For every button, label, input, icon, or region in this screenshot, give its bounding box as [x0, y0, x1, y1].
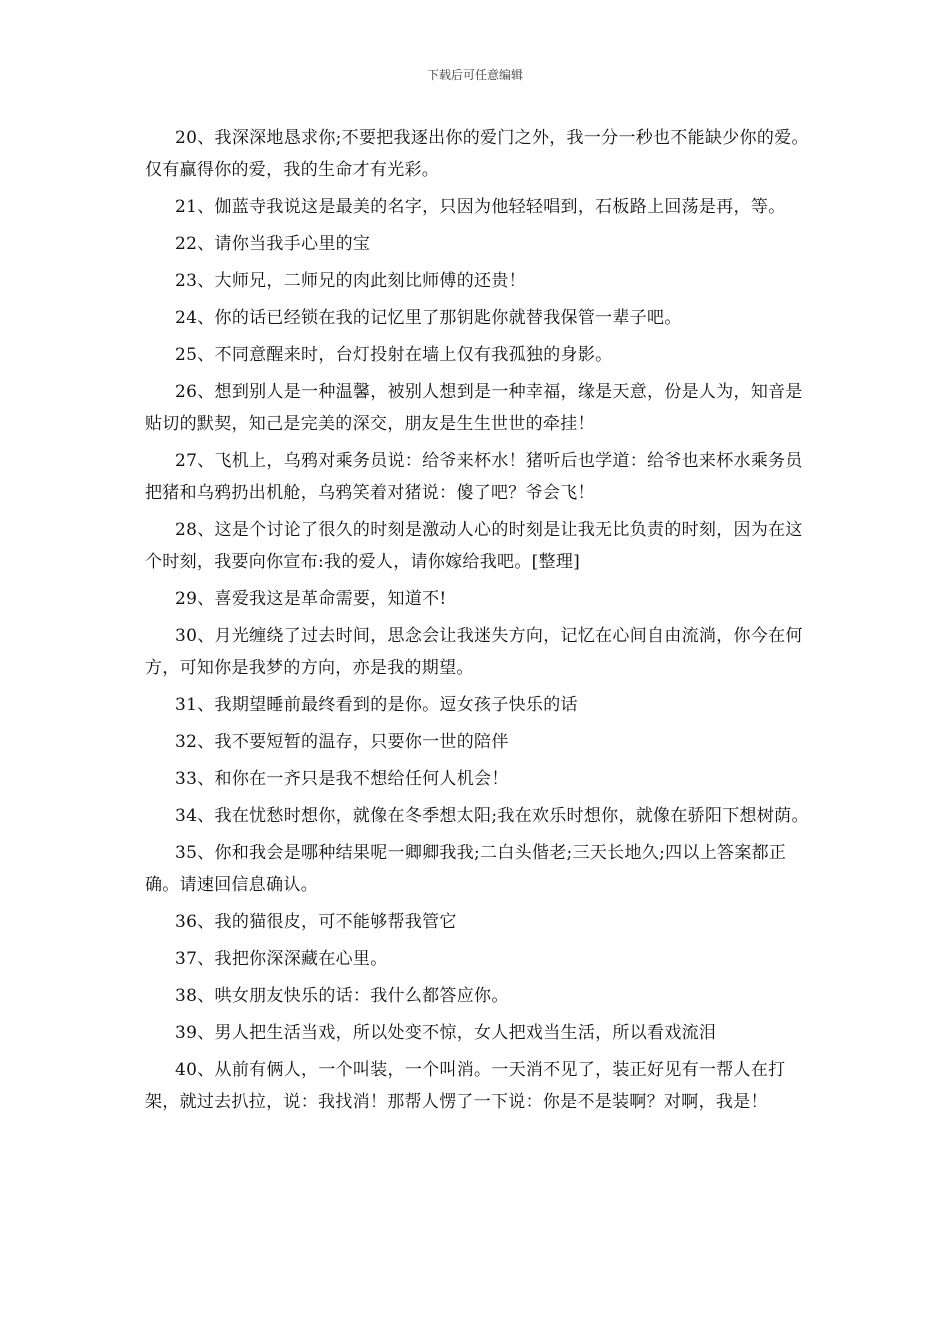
paragraph-27: 27、飞机上，乌鸦对乘务员说：给爷来杯水！猪听后也学道：给爷也来杯水乘务员把猪和乌鸦扔出机舱，乌鸦笑着对猪说：傻了吧？爷会飞！: [145, 451, 803, 503]
paragraph-33: 33、和你在一齐只是我不想给任何人机会！: [175, 769, 509, 789]
paragraph-20: 20、我深深地恳求你;不要把我逐出你的爱门之外，我一分一秒也不能缺少你的爱。仅有赢得你的爱，我的生命才有光彩。: [145, 128, 809, 180]
paragraph-24: 24、你的话已经锁在我的记忆里了那钥匙你就替我保管一辈子吧。: [175, 308, 682, 328]
paragraph-35: 35、你和我会是哪种结果呢一卿卿我我;二白头偕老;三天长地久;四以上答案都正确。请速回信息确认。: [145, 843, 787, 895]
paragraph-23: 23、大师兄，二师兄的肉此刻比师傅的还贵！: [175, 271, 526, 291]
paragraph-29: 29、喜爱我这是革命需要，知道不!: [175, 589, 447, 609]
paragraph-28: 28、这是个讨论了很久的时刻是激动人心的时刻是让我无比负责的时刻，因为在这个时刻，我要向你宣布:我的爱人，请你嫁给我吧。[整理]: [145, 520, 803, 572]
paragraph-37: 37、我把你深深藏在心里。: [175, 949, 388, 969]
paragraph-21: 21、伽蓝寺我说这是最美的名字，只因为他轻轻唱到，石板路上回荡是再，等。: [175, 197, 786, 217]
paragraph-38: 38、哄女朋友快乐的话：我什么都答应你。: [175, 986, 509, 1006]
paragraph-31: 31、我期望睡前最终看到的是你。逗女孩子快乐的话: [175, 695, 578, 715]
paragraph-30: 30、月光缠绕了过去时间，思念会让我迷失方向，记忆在心间自由流淌，你今在何方，可知你是我梦的方向，亦是我的期望。: [145, 626, 803, 678]
paragraph-39: 39、男人把生活当戏，所以处变不惊，女人把戏当生活，所以看戏流泪: [175, 1023, 717, 1043]
page-header: 下载后可任意编辑: [426, 68, 523, 82]
paragraph-34: 34、我在忧愁时想你，就像在冬季想太阳;我在欢乐时想你，就像在骄阳下想树荫。: [175, 806, 809, 826]
paragraph-26: 26、想到别人是一种温馨，被别人想到是一种幸福，缘是天意，份是人为，知音是贴切的默契，知己是完美的深交，朋友是生生世世的牵挂！: [145, 382, 803, 434]
document-body: [145, 122, 813, 1123]
paragraph-40: 40、从前有俩人，一个叫装，一个叫消。一天消不见了，装正好见有一帮人在打架，就过去扒拉，说：我找消！那帮人愣了一下说：你是不是装啊？对啊，我是！: [145, 1060, 786, 1112]
paragraph-22: 22、请你当我手心里的宝: [175, 234, 371, 254]
paragraph-25: 25、不同意醒来时，台灯投射在墙上仅有我孤独的身影。: [175, 345, 613, 365]
paragraph-32: 32、我不要短暂的温存，只要你一世的陪伴: [175, 732, 509, 752]
paragraph-36: 36、我的猫很皮，可不能够帮我管它: [175, 912, 457, 932]
